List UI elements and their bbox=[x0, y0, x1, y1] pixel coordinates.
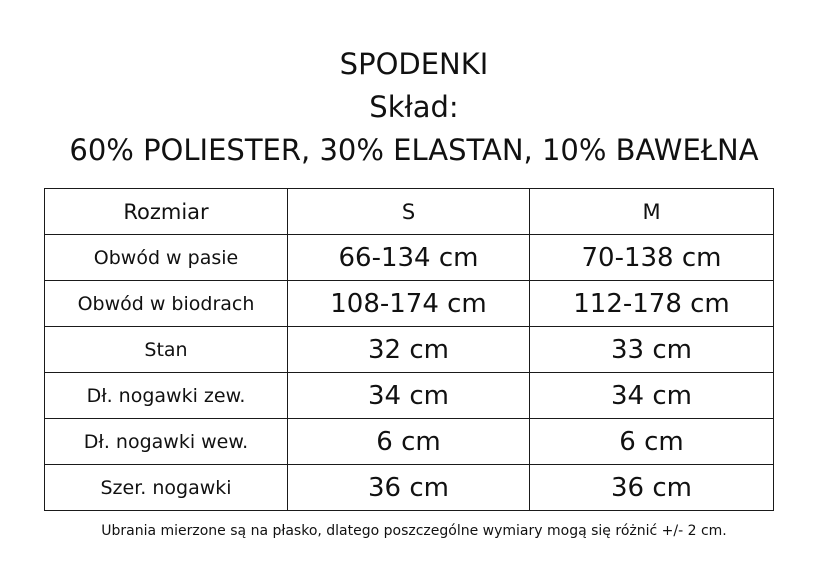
measurement-footnote: Ubrania mierzone są na płasko, dlatego poszczególne wymiary mogą się różnić +/- 2 cm. bbox=[101, 523, 727, 539]
value-m: 34 cm bbox=[530, 373, 774, 419]
value-m: 6 cm bbox=[530, 419, 774, 465]
size-table bbox=[44, 188, 774, 511]
value-m: 33 cm bbox=[530, 327, 774, 373]
value-s: 108-174 cm bbox=[288, 281, 530, 327]
table-row bbox=[45, 465, 774, 511]
table-row bbox=[45, 235, 774, 281]
table-row bbox=[45, 373, 774, 419]
value-m: 36 cm bbox=[530, 465, 774, 511]
value-s: 6 cm bbox=[288, 419, 530, 465]
value-s: 34 cm bbox=[288, 373, 530, 419]
value-m: 112-178 cm bbox=[530, 281, 774, 327]
row-label: Obwód w biodrach bbox=[45, 281, 288, 327]
product-title: SPODENKI bbox=[339, 47, 489, 81]
composition-heading: Skład: bbox=[369, 90, 459, 124]
row-label: Dł. nogawki wew. bbox=[45, 419, 288, 465]
value-s: 32 cm bbox=[288, 327, 530, 373]
composition-text: 60% POLIESTER, 30% ELASTAN, 10% BAWEŁNA bbox=[69, 133, 759, 167]
value-m: 70-138 cm bbox=[530, 235, 774, 281]
row-label: Stan bbox=[45, 327, 288, 373]
table-header-row bbox=[45, 189, 774, 235]
header-m: M bbox=[530, 189, 774, 235]
header-s: S bbox=[288, 189, 530, 235]
header-size: Rozmiar bbox=[45, 189, 288, 235]
row-label: Szer. nogawki bbox=[45, 465, 288, 511]
row-label: Obwód w pasie bbox=[45, 235, 288, 281]
table-row bbox=[45, 281, 774, 327]
row-label: Dł. nogawki zew. bbox=[45, 373, 288, 419]
value-s: 66-134 cm bbox=[288, 235, 530, 281]
value-s: 36 cm bbox=[288, 465, 530, 511]
table-row bbox=[45, 419, 774, 465]
table-row bbox=[45, 327, 774, 373]
